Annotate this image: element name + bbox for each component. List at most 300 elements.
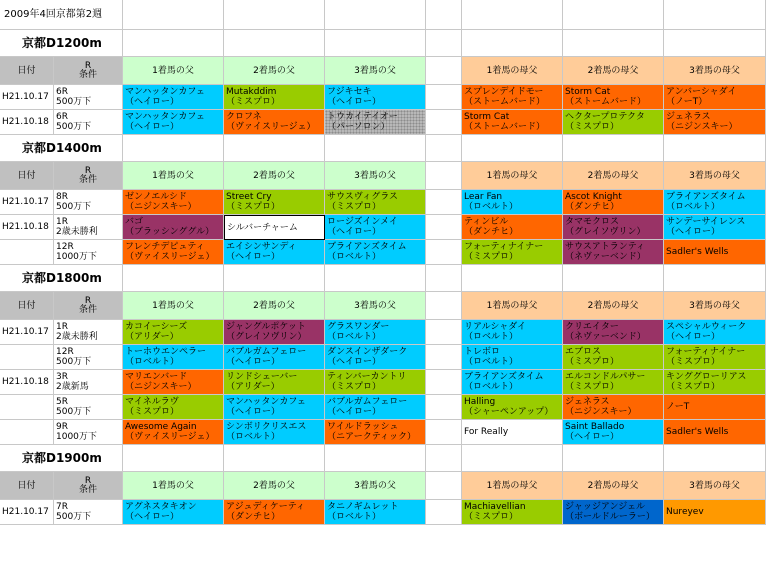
bloodline: （ヘイロー） [327,97,382,107]
bloodline: （ミスプロ） [565,122,620,132]
empty-cell[interactable] [325,445,426,472]
empty-cell[interactable] [325,135,426,162]
horse-name: リアルシャダイ [464,322,527,332]
sire-1-cell[interactable] [123,395,224,420]
sire-2-cell[interactable] [224,345,325,370]
bloodline: （ロベルト） [464,332,519,342]
race-number: 7R [56,502,68,512]
sire-3-cell[interactable] [325,345,426,370]
empty-cell[interactable] [664,265,766,292]
dam-3-cell[interactable] [664,500,766,525]
empty-cell[interactable] [664,30,766,57]
horse-name: ロージズインメイ [327,217,398,227]
horse-name: サウスヴィグラス [327,192,398,202]
horse-name: フレンチデピュティ [125,242,205,252]
sire-3-cell[interactable] [325,85,426,110]
date-text: H21.10.17 [2,197,49,207]
race-number: 3R [56,372,68,382]
empty-cell[interactable] [563,135,664,162]
dam-1-cell[interactable] [462,240,563,265]
empty-cell[interactable] [664,0,766,30]
sire-3-cell[interactable] [325,500,426,525]
empty-cell[interactable] [426,445,462,472]
horse-name: フォーティナイナー [666,347,746,357]
race-header[interactable] [54,57,123,85]
empty-cell[interactable] [123,265,224,292]
race-cell[interactable] [54,110,123,135]
dam2-header[interactable] [563,292,664,320]
sire3-header-text: 3着馬の父 [354,65,396,76]
horse-name: タニノギムレット [327,502,399,512]
date-text: H21.10.18 [2,377,49,387]
sire-1-cell[interactable] [123,370,224,395]
dam-3-cell[interactable] [664,215,766,240]
race-number: 1R [56,217,68,227]
bloodline: （ニジンスキー） [565,407,637,417]
race-header-line2: 条件 [78,304,97,315]
bloodline: （ミスプロ） [565,357,620,367]
dam-3-cell[interactable] [664,420,766,445]
dam-3-cell[interactable] [664,110,766,135]
horse-name: シルバーチャーム [227,222,298,233]
date-cell[interactable] [0,110,54,135]
bloodline: （ヘイロー） [666,332,721,342]
dam1-header-text: 1着馬の母父 [486,65,538,76]
race-header[interactable] [54,472,123,500]
bloodline: （ヘイロー） [125,512,180,522]
sire-2-cell[interactable] [224,85,325,110]
dam-1-cell[interactable] [462,500,563,525]
gap-cell[interactable] [426,500,462,525]
horse-name: サウスアトランティ [565,242,646,252]
section-title[interactable] [0,30,123,57]
section-title[interactable] [0,265,123,292]
empty-cell[interactable] [123,445,224,472]
dam-2-cell[interactable] [563,215,664,240]
race-class: 500万下 [56,407,92,417]
sire-2-cell[interactable] [224,500,325,525]
date-cell[interactable] [0,500,54,525]
horse-name: トーホウエンペラー [125,347,207,357]
race-class: 1000万下 [56,432,97,442]
empty-cell[interactable] [462,0,563,30]
sire1-header[interactable] [123,57,224,85]
sire3-header[interactable] [325,162,426,190]
horse-name: Sadler's Wells [666,427,729,437]
date-cell[interactable] [0,345,54,370]
empty-cell[interactable] [224,30,325,57]
sire3-header-text: 3着馬の父 [354,300,396,311]
sire-3-cell[interactable] [325,420,426,445]
date-text: H21.10.17 [2,92,49,102]
horse-name: シンボリクリスエス [226,422,307,432]
date-header[interactable] [0,57,54,85]
date-cell[interactable] [0,240,54,265]
sire2-header-text: 2着馬の父 [253,300,295,311]
date-cell[interactable] [0,370,54,395]
dam-1-cell[interactable] [462,110,563,135]
horse-name: ヘクタープロテクタ [565,112,645,122]
race-number: 6R [56,87,68,97]
dam-2-cell[interactable] [563,320,664,345]
empty-cell[interactable] [224,135,325,162]
dam3-header-text: 3着馬の母父 [689,300,740,311]
race-cell[interactable] [54,240,123,265]
horse-name: トウカイテイオー [327,112,398,122]
bloodline: （ストームバード） [565,97,647,107]
sire-2-cell[interactable] [224,395,325,420]
race-header-line2: 条件 [78,69,97,80]
horse-name: Ascot Knight [565,192,622,202]
dam2-header[interactable] [563,162,664,190]
horse-name: ブライアンズタイム [464,372,544,382]
sire2-header[interactable] [224,292,325,320]
bloodline: （ロベルト） [327,512,382,522]
horse-name: ティンバーカントリ [327,372,407,382]
race-header[interactable] [54,162,123,190]
sire-1-cell[interactable] [123,240,224,265]
sire-3-cell[interactable] [325,240,426,265]
gap-cell[interactable] [426,110,462,135]
bloodline: （ミスプロ） [464,512,519,522]
dam3-header[interactable] [664,57,766,85]
bloodline: （ミスプロ） [226,202,281,212]
empty-cell[interactable] [123,135,224,162]
race-class: 500万下 [56,357,92,367]
date-cell[interactable] [0,190,54,215]
race-header-line1: R [84,475,92,486]
empty-cell[interactable] [123,30,224,57]
race-class: 500万下 [56,122,92,132]
horse-name: For Really [464,427,509,437]
empty-cell[interactable] [224,265,325,292]
sire-2-cell[interactable] [224,420,325,445]
dam-2-cell[interactable] [563,110,664,135]
empty-cell[interactable] [563,0,664,30]
horse-name: マリエンバード [125,372,188,382]
sire1-header[interactable] [123,292,224,320]
dam3-header-text: 3着馬の母父 [689,65,740,76]
gap-cell[interactable] [426,345,462,370]
bloodline: （ヘイロー） [125,122,180,132]
section-title[interactable] [0,135,123,162]
dam3-header-text: 3着馬の母父 [689,170,740,181]
date-text: H21.10.17 [2,327,49,337]
bloodline: （ヴァイスリージェ） [226,122,316,132]
sire3-header[interactable] [325,472,426,500]
gap-cell[interactable] [426,162,462,190]
bloodline: （ヘイロー） [327,357,382,367]
gap-cell[interactable] [426,292,462,320]
dam-1-cell[interactable] [462,85,563,110]
race-cell[interactable] [54,370,123,395]
date-text: H21.10.18 [2,117,49,127]
sheet-title[interactable] [0,0,123,30]
horse-name: Street Cry [226,192,272,202]
sire-1-cell[interactable] [123,110,224,135]
dam-1-cell[interactable] [462,395,563,420]
dam1-header-text: 1着馬の母父 [486,480,538,491]
bloodline: （ボールドルーラー） [565,512,655,522]
race-number: 1R [56,322,68,332]
bloodline: （ロベルト） [327,332,382,342]
race-cell[interactable] [54,345,123,370]
sire-3-cell[interactable] [325,215,426,240]
sire-1-cell[interactable] [123,420,224,445]
empty-cell[interactable] [224,445,325,472]
empty-cell[interactable] [664,445,766,472]
bloodline: （ヘイロー） [565,432,620,442]
gap-cell[interactable] [426,190,462,215]
bloodline: （ストームバード） [464,97,546,107]
sire-2-cell[interactable] [224,240,325,265]
sire1-header[interactable] [123,162,224,190]
dam-2-cell[interactable] [563,370,664,395]
horse-name: マンハッタンカフェ [125,112,205,122]
section-title-text: 京都D1400m [22,141,102,155]
dam-2-cell[interactable] [563,190,664,215]
date-header[interactable] [0,292,54,320]
sire-2-cell[interactable] [224,190,325,215]
bloodline: （グレイソヴリン） [565,227,646,237]
race-class: 500万下 [56,202,92,212]
race-cell[interactable] [54,320,123,345]
date-cell[interactable] [0,420,54,445]
empty-cell[interactable] [563,30,664,57]
sire-3-cell[interactable] [325,320,426,345]
table-row [0,345,766,370]
dam-2-cell[interactable] [563,85,664,110]
table-row [0,500,766,525]
empty-cell[interactable] [462,135,563,162]
sire2-header-text: 2着馬の父 [253,480,295,491]
sire3-header[interactable] [325,57,426,85]
date-header[interactable] [0,472,54,500]
bloodline: （ロベルト） [464,382,519,392]
gap-cell[interactable] [426,240,462,265]
bloodline: （ヴァイスリージェ） [125,252,215,262]
dam3-header[interactable] [664,472,766,500]
bloodline: （ミスプロ） [327,382,382,392]
bloodline: （ミスプロ） [666,357,721,367]
dam-3-cell[interactable] [664,240,766,265]
sire-1-cell[interactable] [123,215,224,240]
bloodline: （ブラッシンググル） [125,227,215,237]
sire1-header[interactable] [123,472,224,500]
dam2-header[interactable] [563,472,664,500]
sire-2-cell[interactable] [224,370,325,395]
sire-1-cell[interactable] [123,320,224,345]
race-header[interactable] [54,292,123,320]
dam-1-cell[interactable] [462,420,563,445]
date-cell[interactable] [0,215,54,240]
dam2-header-text: 2着馬の母父 [587,65,639,76]
dam-1-cell[interactable] [462,215,563,240]
bloodline: （シャーペンアップ） [464,407,554,417]
dam-2-cell[interactable] [563,345,664,370]
dam-2-cell[interactable] [563,395,664,420]
bloodline: （ロベルト） [327,252,382,262]
sire-3-cell[interactable] [325,370,426,395]
dam-3-cell[interactable] [664,395,766,420]
horse-name: サンデーサイレンス [666,217,746,227]
horse-name: フォーティナイナー [464,242,544,252]
gap-cell[interactable] [426,215,462,240]
dam1-header[interactable] [462,162,563,190]
dam-3-cell[interactable] [664,85,766,110]
empty-cell[interactable] [563,445,664,472]
dam-1-cell[interactable] [462,370,563,395]
horse-name: Halling [464,397,496,407]
horse-name: バゴ [125,217,144,227]
gap-cell[interactable] [426,370,462,395]
race-number: 12R [56,242,74,252]
sire-2-cell[interactable] [224,320,325,345]
sire2-header[interactable] [224,472,325,500]
race-number: 5R [56,397,68,407]
horse-name: Mutakddim [226,87,277,97]
horse-name: フジキセキ [327,87,372,97]
empty-cell[interactable] [462,445,563,472]
horse-name: アンバーシャダイ [666,87,737,97]
date-header[interactable] [0,162,54,190]
horse-name: Machiavellian [464,502,526,512]
horse-name: バブルガムフェロー [327,397,408,407]
bloodline: （アリダー） [226,382,280,392]
empty-cell[interactable] [325,30,426,57]
dam2-header[interactable] [563,57,664,85]
empty-cell[interactable] [664,135,766,162]
sire1-header-text: 1着馬の父 [152,170,194,181]
dam-2-cell[interactable] [563,420,664,445]
bloodline: （ヘイロー） [226,357,281,367]
empty-cell[interactable] [224,0,325,30]
race-cell[interactable] [54,500,123,525]
horse-name: クロフネ [226,112,262,122]
sire2-header[interactable] [224,57,325,85]
race-number: 6R [56,112,68,122]
empty-cell[interactable] [426,265,462,292]
race-cell[interactable] [54,190,123,215]
dam-1-cell[interactable] [462,345,563,370]
horse-name: ノーT [666,402,690,412]
dam-1-cell[interactable] [462,320,563,345]
bloodline: （ロベルト） [464,357,519,367]
horse-name: ジャングルポケット [226,322,306,332]
race-header-line2: 条件 [78,174,97,185]
dam-3-cell[interactable] [664,345,766,370]
horse-name: マンハッタンカフェ [125,87,205,97]
horse-name: アジュディケーティ [226,502,306,512]
empty-cell[interactable] [462,30,563,57]
dam1-header[interactable] [462,472,563,500]
table-row [0,110,766,135]
bloodline: （ネヴァーベンド） [565,252,646,262]
empty-cell[interactable] [325,265,426,292]
race-header-line1: R [84,60,92,71]
bloodline: （ミスプロ） [464,252,519,262]
gap-cell[interactable] [426,472,462,500]
date-cell[interactable] [0,85,54,110]
sire-2-cell[interactable] [224,110,325,135]
dam-3-cell[interactable] [664,370,766,395]
dam-3-cell[interactable] [664,320,766,345]
horse-name: クリエイター [565,322,619,332]
dam1-header[interactable] [462,292,563,320]
empty-cell[interactable] [426,30,462,57]
sire-1-cell[interactable] [123,190,224,215]
dam1-header[interactable] [462,57,563,85]
sire-1-cell[interactable] [123,85,224,110]
dam3-header[interactable] [664,162,766,190]
race-cell[interactable] [54,85,123,110]
horse-name: ジェネラス [565,397,610,407]
section-title-text: 京都D1800m [22,271,102,285]
gap-cell[interactable] [426,420,462,445]
sire-3-cell[interactable] [325,395,426,420]
horse-name: Storm Cat [565,87,611,97]
dam3-header[interactable] [664,292,766,320]
horse-name: アグネスタキオン [125,502,197,512]
date-text: H21.10.18 [2,222,49,232]
dam-3-cell[interactable] [664,190,766,215]
gap-cell[interactable] [426,57,462,85]
sire2-header[interactable] [224,162,325,190]
sire-3-cell[interactable] [325,110,426,135]
table-row [0,190,766,215]
date-cell[interactable] [0,320,54,345]
date-cell[interactable] [0,395,54,420]
empty-cell[interactable] [426,135,462,162]
bloodline: （ミスプロ） [565,382,620,392]
empty-cell[interactable] [563,265,664,292]
race-header-line1: R [84,165,92,176]
race-cell[interactable] [54,420,123,445]
bloodline: （ニジンスキー） [666,122,738,132]
empty-cell[interactable] [325,0,426,30]
sire-1-cell[interactable] [123,345,224,370]
gap-cell[interactable] [426,85,462,110]
sire3-header[interactable] [325,292,426,320]
sire-2-cell[interactable] [224,215,325,240]
section-title[interactable] [0,445,123,472]
table-row [0,370,766,395]
bloodline: （ヘイロー） [226,407,281,417]
dam-2-cell[interactable] [563,500,664,525]
bloodline: （ロベルト） [226,432,281,442]
race-cell[interactable] [54,395,123,420]
race-cell[interactable] [54,215,123,240]
dam-1-cell[interactable] [462,190,563,215]
dam-2-cell[interactable] [563,240,664,265]
horse-name: リンドシェーバー [226,372,298,382]
sire-3-cell[interactable] [325,190,426,215]
empty-cell[interactable] [462,265,563,292]
gap-cell[interactable] [426,320,462,345]
horse-name: Lear Fan [464,192,503,202]
horse-name: タマモクロス [565,217,620,227]
empty-cell[interactable] [123,0,224,30]
dam2-header-text: 2着馬の母父 [587,300,639,311]
table-row [0,85,766,110]
table-row [0,215,766,240]
race-header-line1: R [84,295,92,306]
horse-name: ブライアンズタイム [327,242,407,252]
empty-cell[interactable] [426,0,462,30]
sire-1-cell[interactable] [123,500,224,525]
gap-cell[interactable] [426,395,462,420]
bloodline: （ニジンスキー） [125,382,197,392]
